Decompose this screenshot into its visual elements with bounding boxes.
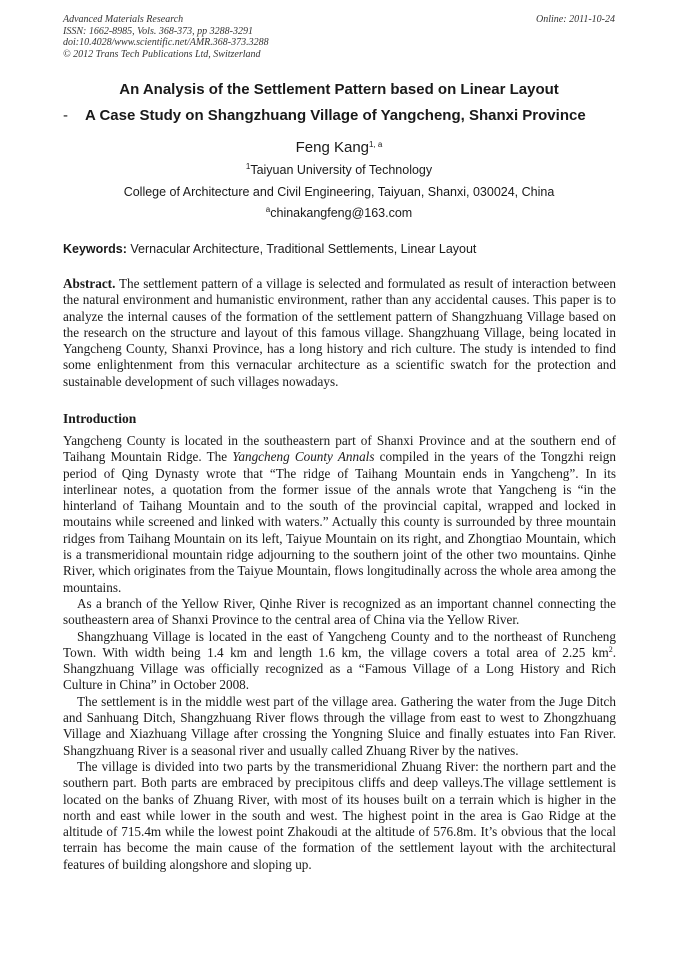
- university-name: Taiyuan University of Technology: [250, 163, 433, 177]
- issn-line: ISSN: 1662-8985, Vols. 368-373, pp 3288-3291: [63, 25, 253, 37]
- email-address[interactable]: chinakangfeng@163.com: [270, 206, 413, 220]
- intro-p1-text-a: Yangcheng County is located in the southeastern part of Shanxi Province and at the southern end of Taihang Mountain Ridge. The: [63, 433, 616, 465]
- subtitle-dash: -: [63, 107, 68, 124]
- aff-sup-a: a: [265, 205, 271, 214]
- author-sup: 1, a: [369, 140, 383, 149]
- intro-p3-text-a: Shangzhuang Village is located in the east of Yangcheng County and to the northeast of Runcheng Town. With width being 1.4 km and length 1.6 km, the village covers a total area of 2.25 km: [63, 628, 616, 660]
- affiliation-college: College of Architecture and Civil Engineering, Taiyuan, Shanxi, 030024, China: [123, 185, 555, 199]
- introduction-body: [63, 433, 616, 873]
- keywords: [63, 242, 615, 256]
- aff-sup-1: 1: [245, 162, 251, 171]
- intro-paragraph-3: [63, 629, 616, 694]
- introduction-heading: Introduction: [63, 411, 137, 426]
- online-date: Online: 2011-10-24: [536, 14, 615, 25]
- annals-title: Yangcheng County Annals: [232, 449, 375, 465]
- abstract-text: The settlement pattern of a village is selected and formulated as result of interaction between the natural environment and humanistic environment, rather than any accidental causes. This paper is to analyze the internal causes of the formation of the settlement pattern of Shangzhuang Village based on the research on the structure and layout of this famous village. Shangzhuang Village, being located in Yangcheng County, Shanxi Province, has a long history and rich culture. The study is intended to find some enlightenment from this vernacular architecture as a scientific swatch for the protection and sustainable development of such villages nowadays.: [63, 276, 616, 389]
- affiliation-university: [63, 163, 615, 177]
- keywords-text: Vernacular Architecture, Traditional Settlements, Linear Layout: [126, 242, 477, 256]
- author-name: Feng Kang: [295, 139, 370, 156]
- intro-paragraph-2: As a branch of the Yellow River, Qinhe River is recognized as an important channel connecting the southeastern area of Shanxi Province to the central area of China via the Yellow River.: [63, 595, 616, 628]
- author-email: [63, 206, 615, 220]
- paper-title: An Analysis of the Settlement Pattern based on Linear Layout: [119, 81, 559, 98]
- journal-header: [63, 14, 615, 60]
- author: [63, 139, 615, 156]
- abstract: [63, 276, 616, 390]
- abstract-label: Abstract.: [63, 276, 116, 291]
- intro-p3-text-b: . Shangzhuang Village was officially recognized as a “Famous Village of a Long History and Rich Culture in China” in October 2008.: [63, 644, 616, 693]
- intro-p1-text-b: compiled in the years of the Tongzhi reign period of Qing Dynasty wrote that “The ridge of Taihang Mountain ends in Yangcheng”. In its interlinear notes, a quotation from the former issue of the annals wrote that Yangcheng is “in the hinterland of Taihang Mountain and to the south of the provincial capital, wrapped and locked in moutains while screened and linked with waters.” Actually this county is surrounded by three mountain ridges from Taihang Mountain on its left, Taiyue Mountain on its right, and Zhongtiao Mountain, which is a transmeridional mountain ridge adjourning to the southern joint of the other two mountains. Qinhe River, which originates from the Taiyue Mountain, flows longitudinally across the whole area among the mountains.: [63, 449, 616, 595]
- doi-line: doi:10.4028/www.scientific.net/AMR.368-373.3288: [63, 37, 269, 48]
- abstract-paragraph: [63, 276, 616, 390]
- subtitle-text: A Case Study on Shangzhuang Village of Yangcheng, Shanxi Province: [85, 107, 586, 124]
- intro-paragraph-1: [63, 433, 616, 596]
- paper-subtitle: [63, 107, 615, 125]
- journal-name: Advanced Materials Research: [63, 14, 184, 25]
- copyright-line: © 2012 Trans Tech Publications Ltd, Switzerland: [63, 48, 261, 60]
- intro-paragraph-5: The village is divided into two parts by the transmeridional Zhuang River: the northern part and the southern part. Both parts are embraced by precipitous cliffs and deep valleys.The village settlement is located on the banks of Zhuang River, with most of its houses built on a terrain which is higher in the north and east while lower in the south and west. The highest point in the area is Gao Ridge at the altitude of 715.4m while the lowest point Zhakoudi at the altitude of 576.8m. It’s obvious that the local terrain has become the main cause of the formation of the settlement layout with the architectural features of building alongshore and sloping up.: [63, 758, 616, 872]
- area-unit-sup: 2: [608, 644, 613, 654]
- keywords-label: Keywords:: [63, 242, 127, 256]
- intro-paragraph-4: The settlement is in the middle west part of the village area. Gathering the water from the Juge Ditch and Sanhuang Ditch, Shangzhuang River flows through the village from east to west to Zhongzhuang Village and Xiazhuang Village after crossing the Yongning Sluice and finally estuates into Fan River. Shangzhuang River is a seasonal river and usually called Zhuang River by the natives.: [63, 693, 616, 758]
